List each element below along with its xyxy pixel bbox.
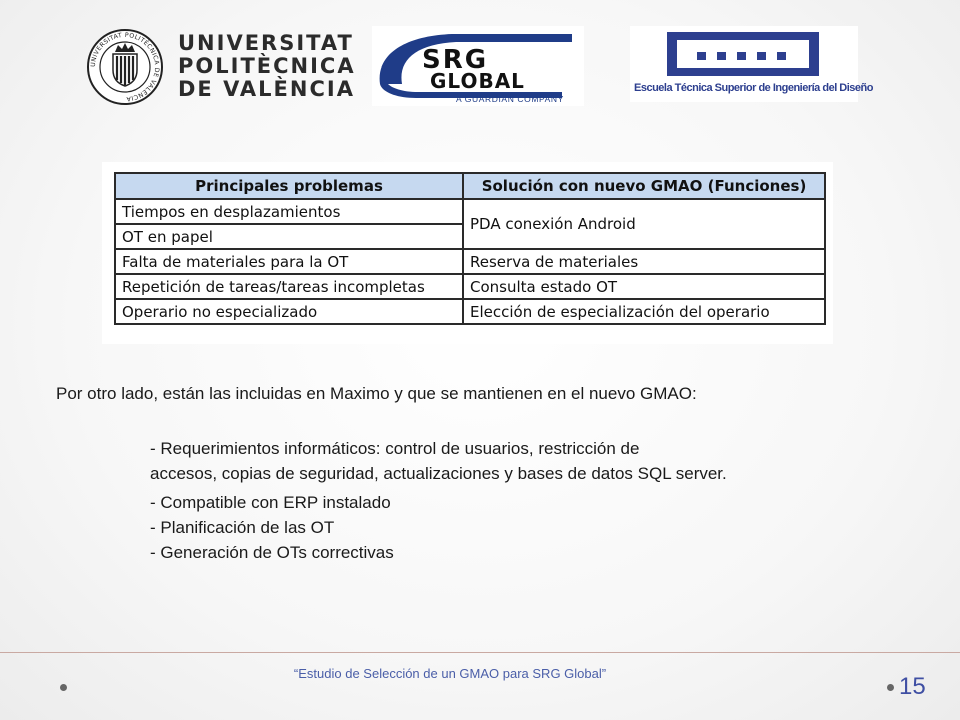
footer-title: “Estudio de Selección de un GMAO para SRG Global” [293, 666, 607, 681]
page-number: 15 [899, 673, 926, 700]
list-item: - Planificación de las OT [150, 518, 335, 537]
list-item: accesos, copias de seguridad, actualizaciones y bases de datos SQL server. [150, 464, 727, 483]
bullet-dot-icon [60, 684, 67, 691]
problems-table [114, 172, 826, 325]
seal-text: UNIVERSITAT POLITÈCNICA DE VALÈNCIA [89, 31, 161, 103]
srg-line-2: GLOBAL [430, 69, 525, 93]
upv-line-1: UNIVERSITAT [178, 31, 354, 55]
table-row [115, 299, 825, 324]
university-seal-icon [86, 28, 164, 106]
list-item: - Generación de OTs correctivas [150, 543, 394, 562]
srg-global-logo [372, 26, 584, 106]
problem-cell: Falta de materiales para la OT [115, 249, 463, 274]
upv-line-2: POLITÈCNICA [178, 54, 356, 78]
list-item: - Requerimientos informáticos: control de usuarios, restricción de [150, 439, 640, 458]
requirements-list [150, 436, 910, 565]
bullet-dot-icon [887, 684, 894, 691]
problems-table-image [102, 162, 833, 344]
table-row [115, 199, 825, 224]
list-item: - Compatible con ERP instalado [150, 493, 391, 512]
upv-name [178, 32, 356, 101]
srg-global-logo-icon [372, 26, 584, 106]
table-header-row [115, 173, 825, 199]
problem-cell: OT en papel [115, 224, 463, 249]
header-problems: Principales problemas [115, 173, 463, 199]
etsid-logo [630, 26, 873, 102]
header-solution: Solución con nuevo GMAO (Funciones) [463, 173, 825, 199]
problem-cell: Repetición de tareas/tareas incompletas [115, 274, 463, 299]
problem-cell: Tiempos en desplazamientos [115, 199, 463, 224]
upv-logo [86, 28, 356, 106]
solution-cell: PDA conexión Android [463, 199, 825, 249]
problem-cell: Operario no especializado [115, 299, 463, 324]
school-building-icon [667, 32, 819, 76]
solution-cell: Reserva de materiales [463, 249, 825, 274]
intro-text: Por otro lado, están las incluidas en Maximo y que se mantienen en el nuevo GMAO: [56, 384, 697, 403]
etsid-name: Escuela Técnica Superior de Ingeniería del Diseño [634, 82, 873, 94]
solution-cell: Elección de especialización del operario [463, 299, 825, 324]
table-row [115, 274, 825, 299]
footer-divider [0, 652, 960, 653]
upv-line-3: DE VALÈNCIA [178, 77, 355, 101]
table-row [115, 249, 825, 274]
srg-line-1: SRG [422, 45, 489, 75]
srg-tagline: A GUARDIAN COMPANY [456, 94, 564, 104]
solution-cell: Consulta estado OT [463, 274, 825, 299]
